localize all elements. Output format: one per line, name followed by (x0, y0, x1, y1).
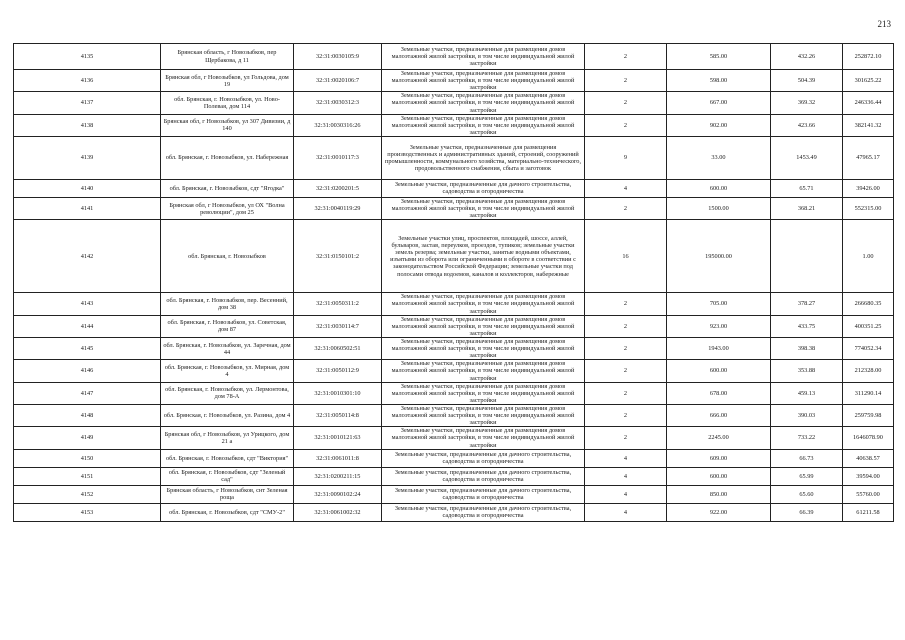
table-row (14, 337, 894, 359)
group-cell: 2 (585, 44, 667, 70)
table-row (14, 503, 894, 521)
group-cell: 2 (585, 315, 667, 337)
group-cell: 2 (585, 114, 667, 136)
group-cell: 2 (585, 293, 667, 315)
area-cell: 33.00 (667, 136, 771, 179)
table-row (14, 114, 894, 136)
land-registry-table (13, 43, 894, 522)
table-row (14, 197, 894, 219)
cadastral-value-cell: 311290.14 (843, 382, 894, 404)
rate-cell: 459.13 (771, 382, 843, 404)
area-cell: 598.00 (667, 70, 771, 92)
land-use-cell: Земельные участки, предназначенные для размещения домов малоэтажной жилой застройки, в том числе индивидуальной жилой застройки (382, 92, 585, 114)
group-cell: 16 (585, 220, 667, 293)
cadastral-number-cell: 32:31:0061002:32 (294, 503, 382, 521)
cadastral-number-cell: 32:31:0150101:2 (294, 220, 382, 293)
address-cell: Брянская обл, г Новозыбков, ул Гольдова, дом 19 (161, 70, 294, 92)
row-number: 4151 (14, 467, 161, 485)
address-cell: Брянская область, г Новозыбков, пер Щербакова, д 11 (161, 44, 294, 70)
cadastral-number-cell: 32:31:0010301:10 (294, 382, 382, 404)
table-row (14, 427, 894, 449)
area-cell: 666.00 (667, 404, 771, 426)
row-number: 4145 (14, 337, 161, 359)
land-use-cell: Земельные участки, предназначенные для дачного строительства, садоводства и огородничества (382, 467, 585, 485)
rate-cell: 433.75 (771, 315, 843, 337)
row-number: 4146 (14, 360, 161, 382)
cadastral-value-cell: 39426.00 (843, 179, 894, 197)
area-cell: 1500.00 (667, 197, 771, 219)
rate-cell: 390.03 (771, 404, 843, 426)
area-cell: 600.00 (667, 467, 771, 485)
row-number: 4150 (14, 449, 161, 467)
land-use-cell: Земельные участки, предназначенные для дачного строительства, садоводства и огородничества (382, 485, 585, 503)
land-use-cell: Земельные участки, предназначенные для размещения домов малоэтажной жилой застройки, в том числе индивидуальной жилой застройки (382, 293, 585, 315)
cadastral-value-cell: 400351.25 (843, 315, 894, 337)
row-number: 4152 (14, 485, 161, 503)
group-cell: 2 (585, 70, 667, 92)
land-use-cell: Земельные участки, предназначенные для размещения домов малоэтажной жилой застройки, в том числе индивидуальной жилой застройки (382, 427, 585, 449)
rate-cell: 369.32 (771, 92, 843, 114)
land-use-cell: Земельные участки, предназначенные для дачного строительства, садоводства и огородничества (382, 179, 585, 197)
page-number: 213 (877, 19, 891, 29)
address-cell: обл. Брянская, г. Новозыбков, сдт "Виктория" (161, 449, 294, 467)
group-cell: 4 (585, 467, 667, 485)
area-cell: 2245.00 (667, 427, 771, 449)
cadastral-value-cell: 382141.32 (843, 114, 894, 136)
land-use-cell: Земельные участки, предназначенные для размещения домов малоэтажной жилой застройки, в том числе индивидуальной жилой застройки (382, 337, 585, 359)
group-cell: 4 (585, 485, 667, 503)
area-cell: 850.00 (667, 485, 771, 503)
cadastral-value-cell: 252872.10 (843, 44, 894, 70)
group-cell: 2 (585, 427, 667, 449)
rate-cell: 65.99 (771, 467, 843, 485)
row-number: 4147 (14, 382, 161, 404)
rate-cell: 733.22 (771, 427, 843, 449)
address-cell: обл. Брянская, г. Новозыбков, сдт "СМУ-2" (161, 503, 294, 521)
group-cell: 2 (585, 197, 667, 219)
row-number: 4149 (14, 427, 161, 449)
row-number: 4137 (14, 92, 161, 114)
table-row (14, 70, 894, 92)
group-cell: 9 (585, 136, 667, 179)
table-row (14, 92, 894, 114)
table-row (14, 449, 894, 467)
cadastral-value-cell: 39594.00 (843, 467, 894, 485)
address-cell: Брянская обл, г Новозыбков, ул Урицкого, дом 21 а (161, 427, 294, 449)
land-use-cell: Земельные участки, предназначенные для размещения домов малоэтажной жилой застройки, в том числе индивидуальной жилой застройки (382, 44, 585, 70)
cadastral-value-cell: 1.00 (843, 220, 894, 293)
table-row (14, 220, 894, 293)
area-cell: 678.00 (667, 382, 771, 404)
land-use-cell: Земельные участки, предназначенные для размещения домов малоэтажной жилой застройки, в том числе индивидуальной жилой застройки (382, 360, 585, 382)
address-cell: Брянская обл, г Новозыбков, ул ОХ "Волна революции", дом 25 (161, 197, 294, 219)
address-cell: обл. Брянская, г. Новозыбков, ул. Разина, дом 4 (161, 404, 294, 426)
rate-cell: 65.71 (771, 179, 843, 197)
area-cell: 585.00 (667, 44, 771, 70)
group-cell: 2 (585, 382, 667, 404)
cadastral-number-cell: 32:31:0020106:7 (294, 70, 382, 92)
area-cell: 1943.00 (667, 337, 771, 359)
group-cell: 2 (585, 92, 667, 114)
address-cell: обл. Брянская, г. Новозыбков (161, 220, 294, 293)
land-use-cell: Земельные участки, предназначенные для размещения домов малоэтажной жилой застройки, в том числе индивидуальной жилой застройки (382, 114, 585, 136)
row-number: 4142 (14, 220, 161, 293)
cadastral-value-cell: 774052.34 (843, 337, 894, 359)
cadastral-number-cell: 32:31:0040119:29 (294, 197, 382, 219)
land-use-cell: Земельные участки, предназначенные для дачного строительства, садоводства и огородничества (382, 503, 585, 521)
land-use-cell: Земельные участки, предназначенные для размещения домов малоэтажной жилой застройки, в том числе индивидуальной жилой застройки (382, 382, 585, 404)
address-cell: обл. Брянская, г. Новозыбков, пер. Весенний, дом 38 (161, 293, 294, 315)
area-cell: 600.00 (667, 360, 771, 382)
row-number: 4135 (14, 44, 161, 70)
cadastral-value-cell: 259759.98 (843, 404, 894, 426)
area-cell: 902.00 (667, 114, 771, 136)
row-number: 4140 (14, 179, 161, 197)
land-use-cell: Земельные участки, предназначенные для размещения домов малоэтажной жилой застройки, в том числе индивидуальной жилой застройки (382, 315, 585, 337)
group-cell: 4 (585, 503, 667, 521)
area-cell: 922.00 (667, 503, 771, 521)
cadastral-number-cell: 32:31:0050112:9 (294, 360, 382, 382)
rate-cell: 378.27 (771, 293, 843, 315)
row-number: 4153 (14, 503, 161, 521)
rate-cell (771, 220, 843, 293)
area-cell: 195000.00 (667, 220, 771, 293)
table-row (14, 179, 894, 197)
row-number: 4144 (14, 315, 161, 337)
table-row (14, 136, 894, 179)
rate-cell: 423.66 (771, 114, 843, 136)
rate-cell: 398.38 (771, 337, 843, 359)
cadastral-number-cell: 32:31:0061011:8 (294, 449, 382, 467)
rate-cell: 65.60 (771, 485, 843, 503)
cadastral-number-cell: 32:31:0030316:26 (294, 114, 382, 136)
cadastral-value-cell: 266680.35 (843, 293, 894, 315)
area-cell: 705.00 (667, 293, 771, 315)
table-row (14, 467, 894, 485)
cadastral-value-cell: 1646078.90 (843, 427, 894, 449)
rate-cell: 504.39 (771, 70, 843, 92)
rate-cell: 66.39 (771, 503, 843, 521)
area-cell: 923.00 (667, 315, 771, 337)
address-cell: обл. Брянская, г. Новозыбков, ул. Ново-Полевая, дом 114 (161, 92, 294, 114)
cadastral-value-cell: 246336.44 (843, 92, 894, 114)
area-cell: 609.00 (667, 449, 771, 467)
table-row (14, 382, 894, 404)
rate-cell: 66.73 (771, 449, 843, 467)
cadastral-value-cell: 301625.22 (843, 70, 894, 92)
address-cell: обл. Брянская, г. Новозыбков, ул. Мирная, дом 4 (161, 360, 294, 382)
row-number: 4138 (14, 114, 161, 136)
group-cell: 4 (585, 179, 667, 197)
land-use-cell: Земельные участки, предназначенные для размещения производственных и административных зданий, строений, сооружений промышленности, коммунального хозяйства, материально-технического, продовольственного снабжения, сбыта и заготовок (382, 136, 585, 179)
address-cell: обл. Брянская, г. Новозыбков, ул. Лермонтова, дом 78-А (161, 382, 294, 404)
cadastral-number-cell: 32:31:0200211:15 (294, 467, 382, 485)
cadastral-value-cell: 61211.58 (843, 503, 894, 521)
row-number: 4143 (14, 293, 161, 315)
address-cell: обл. Брянская, г. Новозыбков, сдт "Ягодка" (161, 179, 294, 197)
address-cell: Брянская область, г Новозыбков, снт Зеленая роща (161, 485, 294, 503)
address-cell: обл. Брянская, г. Новозыбков, ул. Заречная, дом 44 (161, 337, 294, 359)
rate-cell: 432.26 (771, 44, 843, 70)
area-cell: 667.00 (667, 92, 771, 114)
area-cell: 600.00 (667, 179, 771, 197)
land-use-cell: Земельные участки, предназначенные для размещения домов малоэтажной жилой застройки, в том числе индивидуальной жилой застройки (382, 404, 585, 426)
table-row (14, 404, 894, 426)
cadastral-number-cell: 32:31:0050311:2 (294, 293, 382, 315)
table-row (14, 315, 894, 337)
table-row (14, 293, 894, 315)
cadastral-value-cell: 552315.00 (843, 197, 894, 219)
address-cell: Брянская обл, г Новозыбков, ул 307 Дивизии, д 140 (161, 114, 294, 136)
address-cell: обл. Брянская, г. Новозыбков, сдт "Зеленый сад" (161, 467, 294, 485)
cadastral-value-cell: 40638.57 (843, 449, 894, 467)
rate-cell: 368.21 (771, 197, 843, 219)
group-cell: 2 (585, 337, 667, 359)
address-cell: обл. Брянская, г. Новозыбков, ул. Советская, дом 87 (161, 315, 294, 337)
cadastral-number-cell: 32:31:0030312:3 (294, 92, 382, 114)
cadastral-value-cell: 212328.00 (843, 360, 894, 382)
cadastral-number-cell: 32:31:0200201:5 (294, 179, 382, 197)
land-use-cell: Земельные участки, предназначенные для размещения домов малоэтажной жилой застройки, в том числе индивидуальной жилой застройки (382, 70, 585, 92)
table-row (14, 360, 894, 382)
group-cell: 2 (585, 360, 667, 382)
rate-cell: 1453.49 (771, 136, 843, 179)
land-use-cell: Земельные участки, предназначенные для дачного строительства, садоводства и огородничества (382, 449, 585, 467)
group-cell: 2 (585, 404, 667, 426)
cadastral-value-cell: 47965.17 (843, 136, 894, 179)
land-use-cell: Земельные участки улиц, проспектов, площадей, шоссе, аллей, бульваров, застав, переулков, проездов, тупиков; земельные участки земель резерва; земельные участки, занятые водными объектами, изъятыми из оборота или ограниченными в обороте в соответствии с законодательством Российской Федерации; земельные участки под полосами отвода водоемов, каналов и коллекторов, набережные (382, 220, 585, 293)
cadastral-number-cell: 32:31:0060502:51 (294, 337, 382, 359)
cadastral-number-cell: 32:31:0050114:8 (294, 404, 382, 426)
land-use-cell: Земельные участки, предназначенные для размещения домов малоэтажной жилой застройки, в том числе индивидуальной жилой застройки (382, 197, 585, 219)
cadastral-number-cell: 32:31:0090102:24 (294, 485, 382, 503)
address-cell: обл. Брянская, г. Новозыбков, ул. Набережная (161, 136, 294, 179)
cadastral-number-cell: 32:31:0030105:9 (294, 44, 382, 70)
cadastral-number-cell: 32:31:0010121:63 (294, 427, 382, 449)
group-cell: 4 (585, 449, 667, 467)
row-number: 4139 (14, 136, 161, 179)
table-row (14, 485, 894, 503)
rate-cell: 353.88 (771, 360, 843, 382)
table-row (14, 44, 894, 70)
cadastral-number-cell: 32:31:0010117:3 (294, 136, 382, 179)
cadastral-value-cell: 55760.00 (843, 485, 894, 503)
row-number: 4141 (14, 197, 161, 219)
cadastral-number-cell: 32:31:0030114:7 (294, 315, 382, 337)
row-number: 4148 (14, 404, 161, 426)
row-number: 4136 (14, 70, 161, 92)
